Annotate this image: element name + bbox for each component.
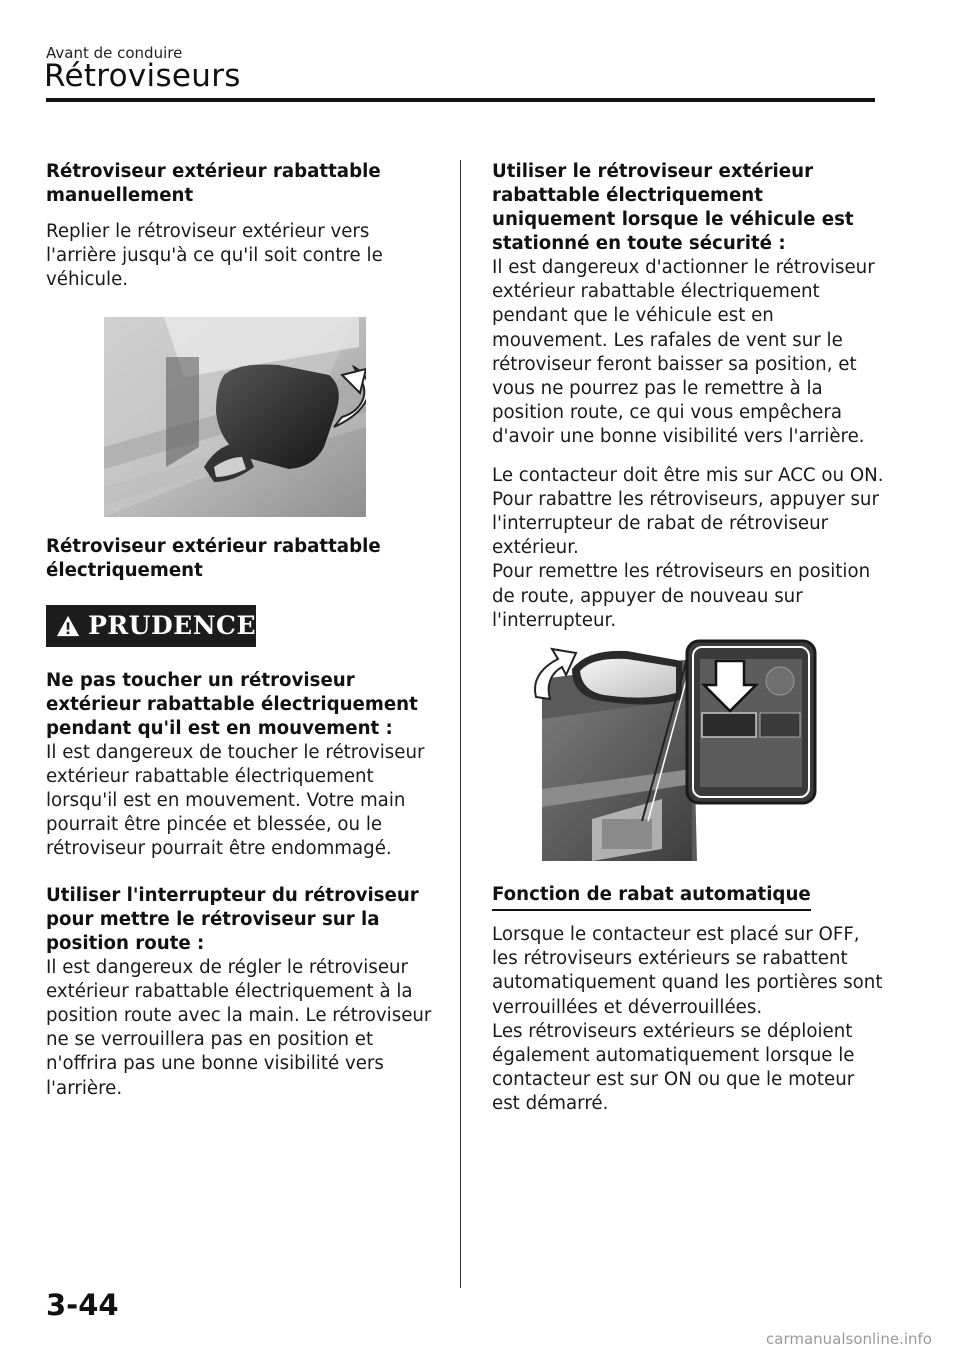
auto-fold-heading-text: Fonction de rabat automatique	[492, 883, 811, 911]
page-number: 3-44	[46, 1288, 119, 1322]
watermark: carmanualsonline.info	[766, 1330, 932, 1348]
header-chapter: Avant de conduire	[46, 44, 183, 62]
caution-label	[46, 605, 256, 647]
caution1-heading: Ne pas toucher un rétroviseur extérieur rabattable électriquement pendant qu'il est en mouvement :	[46, 669, 418, 739]
auto-fold-heading	[492, 883, 884, 911]
caution3-heading: Utiliser le rétroviseur extérieur rabattable électriquement uniquement lorsque le véhicule est stationné en toute sécurité :	[492, 161, 854, 254]
ignition-text: Le contacteur doit être mis sur ACC ou ON.	[492, 464, 884, 486]
auto-fold-text-2: Les rétroviseurs extérieurs se déploient également automatiquement lorsque le contacteur est sur ON ou que le moteur est démarré.	[492, 1020, 855, 1115]
caution1-text: Il est dangereux de toucher le rétroviseur extérieur rabattable électriquement lorsqu'il est en mouvement. Votre main pourrait être pincée et blessée, ou le rétroviseur pourrait être endommagé.	[46, 741, 425, 860]
mirror-switch-illustration	[532, 639, 832, 861]
column-divider	[460, 160, 461, 1288]
header-rule	[46, 98, 875, 102]
caution-label-text: PRUDENCE	[88, 611, 256, 641]
caution2-text: Il est dangereux de régler le rétroviseur extérieur rabattable électriquement à la position route avec la main. Le rétroviseur ne se verrouillera pas en position et n'offrira pas une bonne visibilité vers l'arrière.	[46, 956, 432, 1099]
manual-fold-mirror-illustration	[104, 317, 366, 517]
caution3-text: Il est dangereux d'actionner le rétroviseur extérieur rabattable électriquement pendant que le véhicule est en mouvement. Les rafales de vent sur le rétroviseur feront baisser sa position, et vous ne pourrez pas le remettre à la position route, ce qui vous empêchera d'avoir une bonne visibilité vers l'arrière.	[492, 257, 875, 448]
right-column	[492, 160, 884, 1117]
manual-mirror-heading: Rétroviseur extérieur rabattable manuellement	[46, 161, 381, 206]
manual-mirror-text: Replier le rétroviseur extérieur vers l'arrière jusqu'à ce qu'il soit contre le véhicule.	[46, 221, 383, 291]
left-column	[46, 160, 438, 1101]
caution2-heading: Utiliser l'interrupteur du rétroviseur pour mettre le rétroviseur sur la position route :	[46, 884, 419, 954]
warning-icon	[56, 614, 80, 638]
page-title: Rétroviseurs	[44, 58, 241, 94]
return-text: Pour remettre les rétroviseurs en position de route, appuyer de nouveau sur l'interrupteur.	[492, 561, 871, 631]
electric-mirror-heading: Rétroviseur extérieur rabattable électriquement	[46, 535, 381, 581]
auto-fold-text-1: Lorsque le contacteur est placé sur OFF, les rétroviseurs extérieurs se rabattent automatiquement quand les portières sont verrouillées et déverrouillées.	[492, 924, 883, 1018]
fold-text: Pour rabattre les rétroviseurs, appuyer sur l'interrupteur de rabat de rétroviseur extérieur.	[492, 488, 879, 559]
